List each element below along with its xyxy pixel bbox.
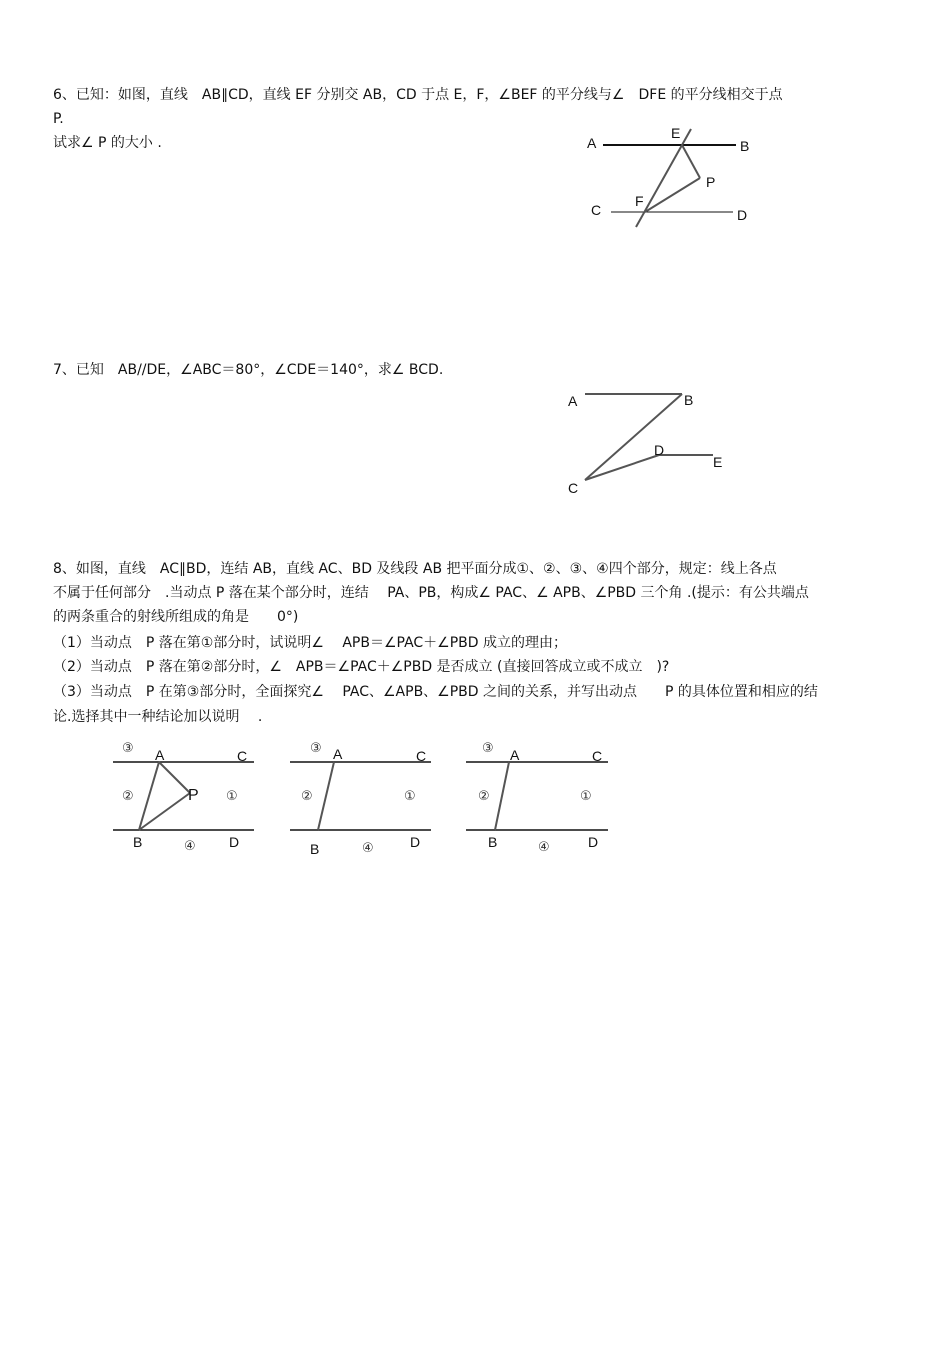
q8-figure-2 xyxy=(287,738,437,858)
q8-line-7: 论.选择其中一种结论加以说明 . xyxy=(53,709,263,725)
q8-f1-segment-bp xyxy=(139,793,190,830)
q6-label-c: C xyxy=(591,202,602,218)
q8-f1-region-4: ④ xyxy=(184,838,196,853)
q7-segment-cd xyxy=(585,455,659,480)
q8-f1-region-2: ② xyxy=(122,788,134,803)
q6-label-b: B xyxy=(740,138,750,154)
q7-label-d: D xyxy=(654,442,665,458)
q8-f2-region-2: ② xyxy=(301,788,313,803)
q8-f3-label-c: C xyxy=(592,748,603,764)
q8-f3-label-b: B xyxy=(488,834,498,850)
q7-label-e: E xyxy=(713,454,723,470)
q8-line-6: （3）当动点 P 在第③部分时，全面探究∠ PAC、∠APB、∠PBD 之间的关系，并写出动点 P 的具体位置和相应的结 xyxy=(53,684,818,700)
q7-label-c: C xyxy=(568,480,579,496)
q6-label-d: D xyxy=(737,207,748,223)
q8-f3-label-a: A xyxy=(510,747,520,763)
q8-f2-label-b: B xyxy=(310,841,320,857)
q8-f1-region-3: ③ xyxy=(122,740,134,755)
q8-f2-region-3: ③ xyxy=(310,740,322,755)
q8-f1-segment-ab xyxy=(139,762,159,830)
q8-line-3: 的两条重合的射线所组成的角是 0°) xyxy=(53,609,299,625)
q6-line-1: 6、已知：如图，直线 AB∥CD，直线 EF 分别交 AB，CD 于点 E，F，∠BEF 的平分线与∠ DFE 的平分线相交于点 xyxy=(53,87,783,103)
q8-f1-segment-ap xyxy=(159,762,190,793)
q8-line-5: （2）当动点 P 落在第②部分时，∠ APB＝∠PAC＋∠PBD 是否成立 (直接回答成立或不成立 )? xyxy=(53,659,670,675)
q8-f3-label-d: D xyxy=(588,834,599,850)
q6-line-3: 试求∠ P 的大小 . xyxy=(53,135,162,151)
q8-f3-region-3: ③ xyxy=(482,740,494,755)
q8-f2-region-4: ④ xyxy=(362,840,374,855)
q6-label-p: P xyxy=(706,174,716,190)
q6-label-f: F xyxy=(635,193,644,209)
q8-f2-label-d: D xyxy=(410,834,421,850)
q7-label-b: B xyxy=(684,392,694,408)
q6-segment-ep xyxy=(682,145,700,178)
q6-figure xyxy=(575,120,765,235)
q8-f1-label-a: A xyxy=(155,747,165,763)
q8-line-4: （1）当动点 P 落在第①部分时，试说明∠ APB＝∠PAC＋∠PBD 成立的理由； xyxy=(53,635,568,651)
q8-f1-region-1: ① xyxy=(226,788,238,803)
q7-label-a: A xyxy=(568,393,578,409)
q8-f1-label-c: C xyxy=(237,748,248,764)
q8-figure-3 xyxy=(462,738,612,858)
q8-f3-segment-ab xyxy=(495,762,509,830)
q7-figure xyxy=(560,385,735,500)
q8-line-1: 8、如图，直线 AC∥BD，连结 AB，直线 AC、BD 及线段 AB 把平面分成①、②、③、④四个部分，规定：线上各点 xyxy=(53,561,777,577)
q8-f1-label-b: B xyxy=(133,834,143,850)
q8-f1-label-p: P xyxy=(188,787,199,804)
q7-line-1: 7、已知 AB//DE，∠ABC＝80°，∠CDE＝140°，求∠ BCD. xyxy=(53,362,444,378)
q8-f2-label-a: A xyxy=(333,746,343,762)
q8-f3-region-2: ② xyxy=(478,788,490,803)
q8-f1-label-d: D xyxy=(229,834,240,850)
q6-label-e: E xyxy=(671,125,681,141)
q8-f2-segment-ab xyxy=(318,762,334,830)
q7-segment-bc xyxy=(585,394,682,480)
q8-figure-1 xyxy=(108,738,258,858)
q6-line-2: P. xyxy=(53,111,64,127)
q6-label-a: A xyxy=(587,135,597,151)
q8-f3-region-4: ④ xyxy=(538,839,550,854)
q8-f3-region-1: ① xyxy=(580,788,592,803)
q8-line-2: 不属于任何部分 .当动点 P 落在某个部分时，连结 PA、PB，构成∠ PAC、∠ APB、∠PBD 三个角 .(提示：有公共端点 xyxy=(53,585,809,601)
q8-f2-region-1: ① xyxy=(404,788,416,803)
q8-f2-label-c: C xyxy=(416,748,427,764)
